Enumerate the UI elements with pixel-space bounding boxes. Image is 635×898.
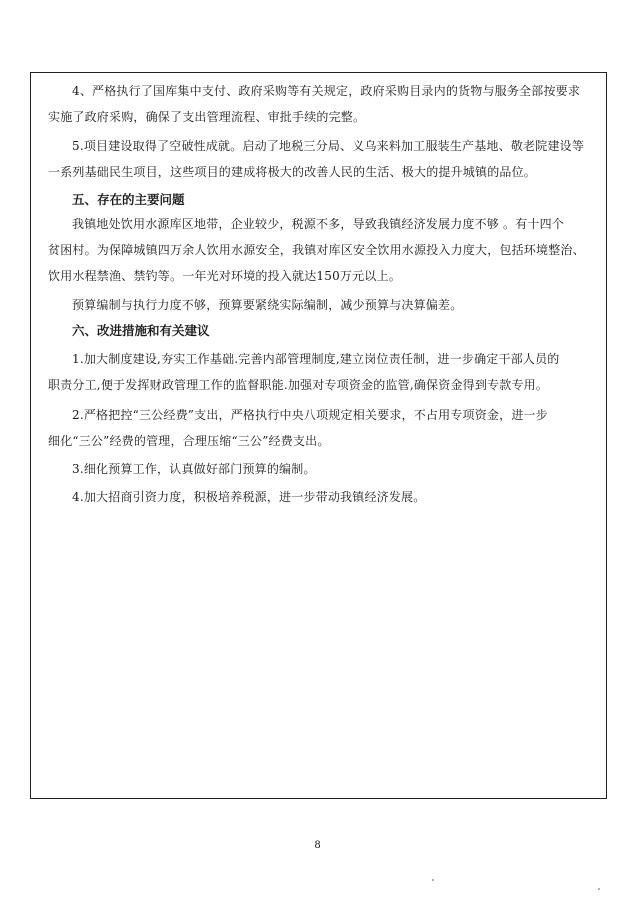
section-6-item-3 [48,456,593,482]
item-4-line-2: 实施了政府采购，确保了支出管理流程、审批手续的完整。 [48,110,366,124]
section-5-heading: 五、存在的主要问题 [72,192,185,207]
page-number: 8 [314,840,321,851]
section-5-p2-line-1: 预算编制与执行力度不够，预算要紧绕实际编制，减少预算与决算偏差。 [72,298,463,312]
section-6-item-1-line-2: 职责分工,便于发挥财政管理工作的监督职能.加强对专项资金的监管,确保资金得到专款专用。 [48,378,549,392]
section-5-p1-line-3: 饮用水程禁渔、禁钓等。一年光对环境的投入就达150万元以上。 [48,269,401,283]
section-6-item-1-line-1: 1.加大制度建设,夯实工作基础.完善内部管理制度,建立岗位责任制，进一步确定干部人员的 [72,352,560,366]
section-6-item-2 [48,402,593,454]
section-6-item-4-line: 4.加大招商引资力度，积极培养税源，进一步带动我镇经济发展。 [72,490,426,504]
item-5-paragraph [48,133,593,185]
item-5-line-2: 一系列基础民生项目，这些项目的建成将极大的改善人民的生活、极大的提升城镇的品位。 [48,165,537,179]
scan-speck [598,888,600,890]
item-4-line-1: 4、严格执行了国库集中支付、政府采购等有关规定，政府采购目录内的货物与服务全部按要求 [72,84,581,98]
item-4-paragraph [48,78,593,130]
section-6-item-1 [48,346,593,398]
section-5-paragraph-2 [48,292,593,318]
section-5-p1-line-2: 贫困村。为保障城镇四万余人饮用水源安全，我镇对库区安全饮用水源投入力度大，包括环境整治、 [48,243,585,257]
section-6-item-2-line-1: 2.严格把控“三公经费”支出，严格执行中央八项规定相关要求，不占用专项资金，进一步 [72,408,548,422]
scan-speck [432,879,434,881]
section-6-heading: 六、改进措施和有关建议 [72,323,210,338]
section-5-p1-line-1: 我镇地处饮用水源库区地带，企业较少，税源不多，导致我镇经济发展力度不够 。有十四个 [72,217,565,231]
item-5-line-1: 5.项目建设取得了空破性成就。启动了地税三分局、义乌来料加工服装生产基地、敬老院建设等 [72,139,585,153]
section-5-paragraph-1 [48,211,593,289]
section-6-item-4 [48,484,593,510]
section-6-item-3-line: 3.细化预算工作，认真做好部门预算的编制。 [72,462,316,476]
section-6-item-2-line-2: 细化“三公”经费的管理，合理压缩“三公”经费支出。 [48,434,330,448]
